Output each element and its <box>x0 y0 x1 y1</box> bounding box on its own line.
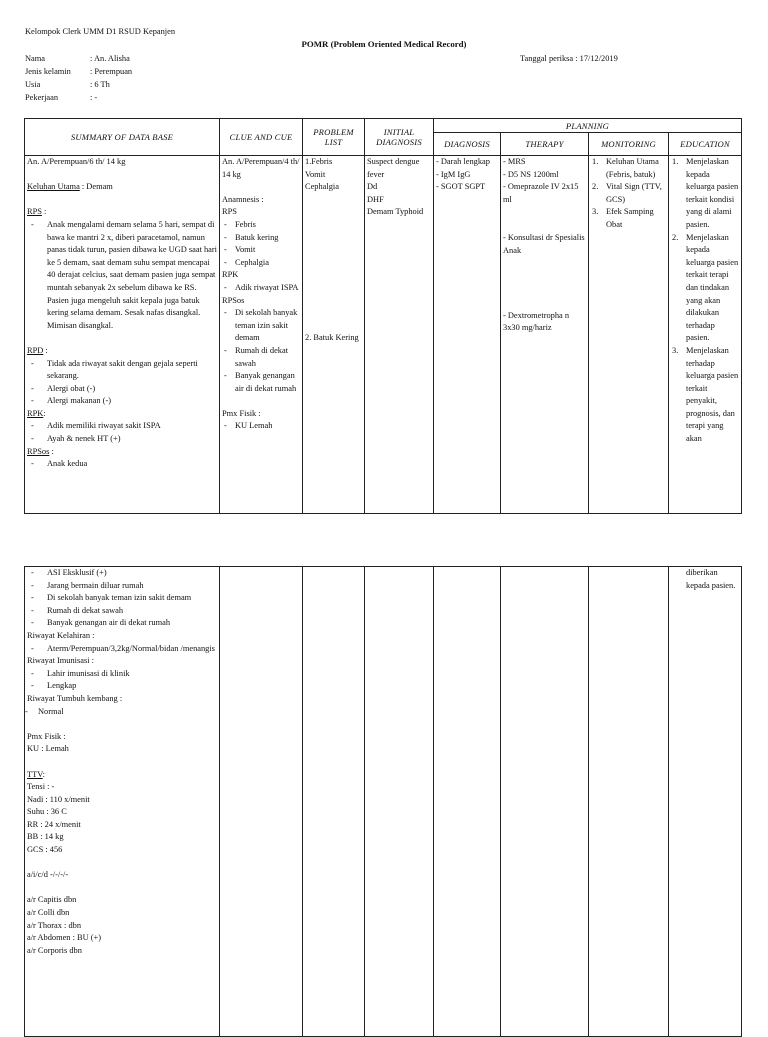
problem-item: 2. Batuk Kering <box>305 332 359 342</box>
list-item: - KU Lemah <box>224 421 273 431</box>
rpk-label: RPK <box>27 408 44 418</box>
education-number: 2. <box>672 232 679 242</box>
header-summary: SUMMARY OF DATA BASE <box>25 119 220 156</box>
initial-diagnosis-item: Dd <box>367 182 378 192</box>
header-education: EDUCATION <box>669 133 742 156</box>
chief-complaint <box>27 181 217 194</box>
list-item: - Banyak genangan air di dekat rumah <box>224 371 297 393</box>
exam-date: Tanggal periksa : 17/12/2019 <box>520 54 618 63</box>
monitoring-text: Vital Sign (TTV, GCS) <box>606 182 662 204</box>
clue-text: Adik riwayat ISPA <box>235 282 299 292</box>
clue-pmx: Pmx Fisik : <box>222 408 261 418</box>
vital-sign: Nadi : 110 x/menit <box>27 794 90 804</box>
summary-continued-cell <box>25 567 220 1037</box>
therapy-item: - MRS <box>503 157 526 166</box>
rpsos-text: Anak kedua <box>47 459 88 469</box>
clue-rpk: RPK <box>222 270 239 280</box>
therapy-item: - Omeprazole IV 2x15 ml <box>503 182 579 204</box>
diagnosis-item: - IgM IgG <box>436 169 471 179</box>
list-item: - Normal <box>25 706 64 716</box>
therapy-item: - D5 NS 1200ml <box>503 169 559 179</box>
header-diagnosis: DIAGNOSIS <box>434 133 501 156</box>
education-item <box>671 156 739 232</box>
identity-label: Usia <box>25 80 41 89</box>
monitoring-number: 3. <box>592 207 599 217</box>
vital-sign: RR : 24 x/menit <box>27 819 81 829</box>
education-text: Menjelaskan terhadap keluarga pasien terkait penyakit, prognosis, dan terapi yang akan <box>686 345 739 444</box>
list-item: - Adik riwayat ISPA <box>224 282 299 292</box>
exam-finding: a/r Capitis dbn <box>27 895 77 905</box>
rpsos-text: Jarang bermain diluar rumah <box>47 580 144 590</box>
rpd-colon: : <box>43 345 48 355</box>
education-number: 3. <box>672 345 679 355</box>
clue-text: Batuk kering <box>235 232 279 242</box>
list-item: - Rumah di dekat sawah <box>224 345 289 368</box>
problem-item: 1.Febris <box>305 157 333 166</box>
diagnosis-item: - SGOT SGPT <box>436 182 486 192</box>
immunization-text: Lengkap <box>47 681 77 691</box>
rps-text: Anak mengalami demam selama 5 hari, sempat di bawa ke mantri 2 x, diberi paracetamol, namun panas tidak turun, pasien dibawa ke UGD saat hari ke 5 demam, saat demam suhu sempat mencapai 40 derajat celcius, saat demam pasien juga sempat muntah sebanyak 2x sebelum dibawa ke RS. Pasien juga mengeluh sakit kepala juga batuk kering selama demam. Sesak nafas disangkal. Mimisan disangkal. <box>47 219 218 330</box>
clue-text: Vomit <box>235 245 256 255</box>
rpk-text: Ayah & nenek HT (+) <box>47 434 121 444</box>
immunization-text: Lahir imunisasi di klinik <box>47 668 130 678</box>
growth-history-text: Normal <box>38 706 64 716</box>
vital-sign: BB : 14 kg <box>27 832 64 842</box>
monitoring-item <box>591 156 666 181</box>
exam-finding: a/r Colli dbn <box>27 908 70 918</box>
monitoring-number: 2. <box>592 182 599 192</box>
rpd-text: Alergi obat (-) <box>47 383 96 393</box>
list-item: - Anak kedua <box>31 459 88 469</box>
general-condition: KU : Lemah <box>27 744 69 754</box>
header-initial-diagnosis: INITIAL DIAGNOSIS <box>365 119 434 156</box>
list-item: - Banyak genangan air di dekat rumah <box>31 618 171 628</box>
vital-sign: Tensi : - <box>27 782 55 792</box>
list-item: - Anak mengalami demam selama 5 hari, sempat di bawa ke mantri 2 x, diberi paracetamol, namun panas tidak turun, pasien dibawa ke UGD saat hari ke 5 demam, saat demam suhu sempat mencapai 40 derajat celcius, saat demam pasien juga sempat muntah sebanyak 2x sebelum dibawa ke RS. Pasien juga mengeluh sakit kepala juga batuk kering selama demam. Sesak nafas disangkal. Mimisan disangkal. <box>31 219 218 330</box>
clue-anamnesis: Anamnesis : <box>222 194 264 204</box>
education-text: Menjelaskan kepada keluarga pasien terkait kondisi yang di alami pasien. <box>686 157 739 229</box>
diagnosis-plan-cell <box>434 156 501 514</box>
rpsos-text: Di sekolah banyak teman izin sakit demam <box>47 593 192 603</box>
rpk-colon: : <box>43 408 46 418</box>
list-item: - Alergi obat (-) <box>31 383 96 393</box>
chief-complaint-label: Keluhan Utama <box>27 182 80 192</box>
identity-value: : Perempuan <box>90 67 133 76</box>
group-heading: Kelompok Clerk UMM D1 RSUD Kepanjen <box>25 27 176 36</box>
identity-label: Pekerjaan <box>25 93 59 102</box>
list-item: - Di sekolah banyak teman izin sakit demam <box>224 308 298 343</box>
clue-text: Rumah di dekat sawah <box>235 345 289 368</box>
header-clue: CLUE AND CUE <box>220 119 303 156</box>
list-item: - Aterm/Perempuan/3,2kg/Normal/bidan /menangis <box>31 643 215 653</box>
initial-diagnosis-item: Demam Typhoid <box>367 207 424 217</box>
clue-continued-cell <box>220 567 303 1037</box>
education-text: Menjelaskan kepada keluarga pasien terkait terapi dan tindakan yang akan dilakukan terhadap pasien. <box>686 232 739 343</box>
clue-text: Di sekolah banyak teman izin sakit demam <box>235 308 298 343</box>
identity-value: : - <box>90 93 98 102</box>
rpd-text: Tidak ada riwayat sakit dengan gejala seperti sekarang. <box>47 358 198 381</box>
chief-complaint-value: : Demam <box>79 182 113 192</box>
clue-text: Febris <box>235 219 256 229</box>
initial-diagnosis-item: Suspect dengue fever <box>367 157 420 179</box>
list-item: - ASI Eksklusif (+) <box>31 568 107 577</box>
therapy-continued-cell <box>501 567 589 1037</box>
education-number: 1. <box>672 157 679 166</box>
identity-value: : 6 Th <box>90 80 110 89</box>
exam-finding: a/r Abdomen : BU (+) <box>27 933 102 943</box>
problem-list-cell <box>303 156 365 514</box>
education-item <box>671 232 739 345</box>
physical-exam-label: Pmx Fisik : <box>27 731 66 741</box>
list-item: - Di sekolah banyak teman izin sakit demam <box>31 593 192 603</box>
list-item: - Tidak ada riwayat sakit dengan gejala seperti sekarang. <box>31 358 198 381</box>
birth-history-text: Aterm/Perempuan/3,2kg/Normal/bidan /menangis <box>47 643 215 653</box>
rpsos-colon: : <box>49 446 54 456</box>
birth-history-label: Riwayat Kelahiran : <box>27 630 95 640</box>
aick-finding: a/i/c/d -/-/-/- <box>27 870 69 880</box>
pomr-table-page1 <box>24 118 742 514</box>
header-problem-list: PROBLEM LIST <box>303 119 365 156</box>
patient-summary: An. A/Perempuan/6 th/ 14 kg <box>27 157 126 166</box>
immunization-label: Riwayat Imunisasi : <box>27 656 94 666</box>
initial-diagnosis-cell <box>365 156 434 514</box>
list-item: - Batuk kering <box>224 232 279 242</box>
list-item: - Febris <box>224 219 256 229</box>
monitoring-number: 1. <box>592 157 599 166</box>
education-cell <box>669 156 742 514</box>
monitoring-item <box>591 181 666 206</box>
vital-signs-colon: : <box>42 769 45 779</box>
list-item: - Adik memiliki riwayat sakit ISPA <box>31 421 161 431</box>
diagnosis-plan-continued-cell <box>434 567 501 1037</box>
pomr-table-page2 <box>24 566 742 1037</box>
problem-item: Vomit <box>305 169 326 179</box>
problem-item: Cephalgia <box>305 182 339 192</box>
monitoring-item <box>591 206 666 231</box>
clue-text: KU Lemah <box>235 421 273 431</box>
list-item: - Cephalgia <box>224 257 269 267</box>
summary-cell <box>25 156 220 514</box>
document-title: POMR (Problem Oriented Medical Record) <box>301 39 467 49</box>
therapy-cell <box>501 156 589 514</box>
identity-label: Jenis kelamin <box>25 67 71 76</box>
rpd-heading <box>27 345 217 358</box>
list-item: - Lengkap <box>31 681 77 691</box>
rpsos-text: Banyak genangan air di dekat rumah <box>47 618 171 628</box>
initial-diagnosis-continued-cell <box>365 567 434 1037</box>
exam-finding: a/r Thorax : dbn <box>27 920 82 930</box>
rps-colon: : <box>41 207 47 217</box>
clue-patient: An. A/Perempuan/4 th/ 14 kg <box>222 157 300 179</box>
education-continued-text: diberikan kepada pasien. <box>686 568 736 590</box>
clue-text: Banyak genangan air di dekat rumah <box>235 371 297 393</box>
clue-text: Cephalgia <box>235 257 269 267</box>
therapy-item: - Dextrometropha n 3x30 mg/hariz <box>503 310 570 333</box>
rps-label: RPS <box>27 207 42 217</box>
vital-sign: Suhu : 36 C <box>27 807 67 817</box>
rpd-text: Alergi makanan (-) <box>47 396 112 406</box>
growth-history-label: Riwayat Tumbuh kembang : <box>27 693 123 703</box>
clue-rps: RPS <box>222 207 237 217</box>
list-item: - Lahir imunisasi di klinik <box>31 668 130 678</box>
list-item: - Jarang bermain diluar rumah <box>31 580 144 590</box>
education-continued-cell <box>669 567 742 1037</box>
vital-sign: GCS : 456 <box>27 845 63 855</box>
list-item: - Vomit <box>224 245 256 255</box>
rpd-label: RPD <box>27 345 44 355</box>
monitoring-text: Keluhan Utama (Febris, batuk) <box>606 157 659 179</box>
therapy-item: - Konsultasi dr Spesialis Anak <box>503 233 585 255</box>
rpk-text: Adik memiliki riwayat sakit ISPA <box>47 421 161 431</box>
exam-finding: a/r Corporis dbn <box>27 945 82 955</box>
rpsos-label: RPSos <box>27 446 50 456</box>
list-item: - Rumah di dekat sawah <box>31 605 124 615</box>
education-item <box>671 345 739 446</box>
header-planning: PLANNING <box>434 119 742 133</box>
rps-heading <box>27 206 217 219</box>
clue-rpsos: RPSos <box>222 295 245 305</box>
monitoring-cell <box>589 156 669 514</box>
header-monitoring: MONITORING <box>589 133 669 156</box>
rpsos-text: ASI Eksklusif (+) <box>47 568 107 577</box>
list-item: - Alergi makanan (-) <box>31 396 112 406</box>
initial-diagnosis-item: DHF <box>367 194 384 204</box>
identity-label: Nama <box>25 54 45 63</box>
header-therapy: THERAPY <box>501 133 589 156</box>
vital-signs-heading <box>27 769 217 782</box>
vital-signs-label: TTV <box>27 769 43 779</box>
clue-cell <box>220 156 303 514</box>
problem-list-continued-cell <box>303 567 365 1037</box>
monitoring-text: Efek Samping Obat <box>606 207 654 229</box>
rpsos-heading <box>27 446 217 459</box>
rpsos-text: Rumah di dekat sawah <box>47 605 124 615</box>
list-item: - Ayah & nenek HT (+) <box>31 434 121 444</box>
identity-value: : An. Alisha <box>90 54 130 63</box>
rpk-heading <box>27 408 217 421</box>
diagnosis-item: - Darah lengkap <box>436 157 490 166</box>
monitoring-continued-cell <box>589 567 669 1037</box>
